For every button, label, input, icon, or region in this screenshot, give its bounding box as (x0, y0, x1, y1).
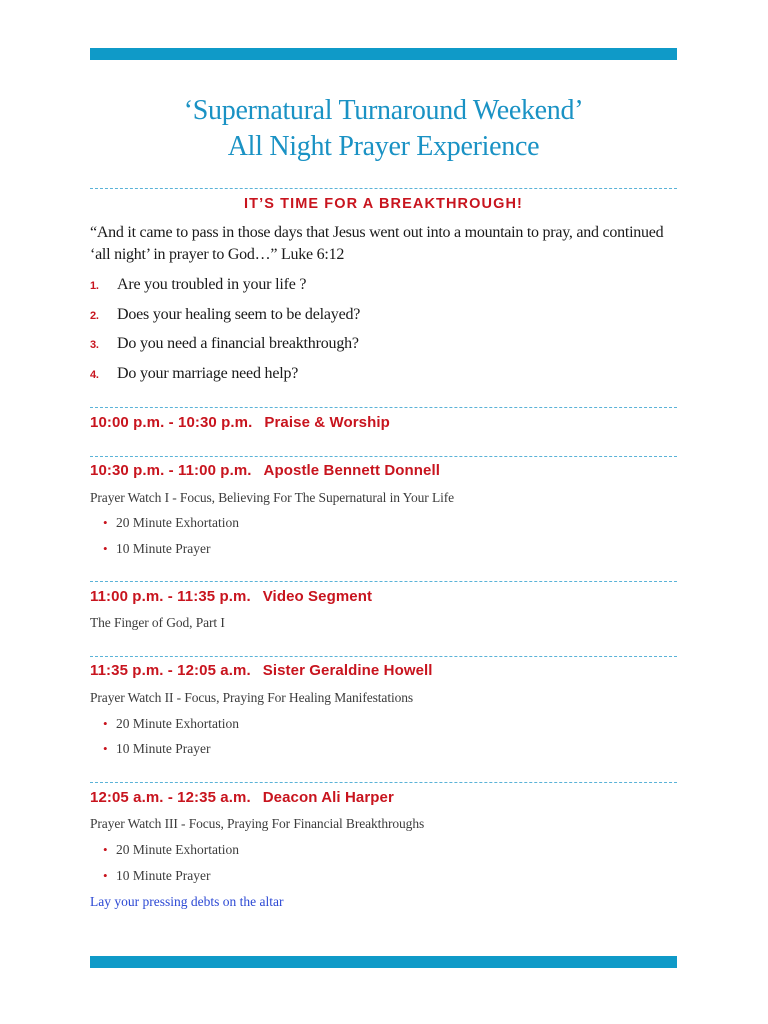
bullet-icon: • (103, 868, 108, 883)
divider (90, 456, 677, 457)
bullet-icon: • (103, 716, 108, 731)
top-accent-bar (90, 48, 677, 60)
bullet-icon: • (103, 842, 108, 857)
list-item: • 20 Minute Exhortation (103, 842, 239, 857)
list-item: • 10 Minute Prayer (103, 741, 211, 756)
question-item (90, 303, 677, 333)
question-list (90, 273, 677, 391)
divider (90, 581, 677, 582)
divider (90, 782, 677, 783)
divider (90, 188, 677, 189)
slot-description: Prayer Watch I - Focus, Believing For The Supernatural in Your Life (90, 490, 455, 505)
tagline: IT’S TIME FOR A BREAKTHROUGH! (244, 196, 523, 212)
question-text: Do you need a financial breakthrough? (117, 335, 359, 352)
divider (90, 656, 677, 657)
slot-time: 11:35 p.m. - 12:05 a.m. (90, 662, 251, 679)
bullet-icon: • (103, 741, 108, 756)
slot-title: Praise & Worship (264, 414, 390, 431)
schedule-slot-heading (90, 788, 677, 808)
list-item: • 20 Minute Exhortation (103, 716, 239, 731)
slot-time: 10:30 p.m. - 11:00 p.m. (90, 462, 252, 479)
page-title-line1: ‘Supernatural Turnaround Weekend’ (183, 95, 584, 126)
slot-description: Prayer Watch III - Focus, Praying For Financial Breakthroughs (90, 816, 425, 831)
page-title-line2: All Night Prayer Experience (227, 131, 540, 162)
schedule-slot-heading (90, 661, 677, 681)
slot-description: The Finger of God, Part I (90, 615, 225, 630)
bullet-icon: • (103, 541, 108, 556)
schedule-slot-heading (90, 587, 677, 607)
slot-time: 10:00 p.m. - 10:30 p.m. (90, 414, 253, 431)
divider (90, 407, 677, 408)
question-number: 3. (90, 339, 99, 351)
question-text: Does your healing seem to be delayed? (117, 305, 361, 323)
scripture-quote: “And it came to pass in those days that Jesus went out into a mountain to pray, and continued ‘all night’ in prayer to God…” Luke 6:12 (90, 224, 664, 263)
schedule-slot-heading (90, 461, 677, 481)
question-item (90, 332, 677, 362)
question-item (90, 362, 677, 392)
question-number: 2. (90, 309, 99, 322)
question-text: Are you troubled in your life ? (117, 276, 307, 293)
question-item (90, 273, 677, 303)
slot-time: 11:00 p.m. - 11:35 p.m. (90, 588, 251, 605)
question-number: 4. (90, 368, 99, 381)
list-item: • 20 Minute Exhortation (103, 515, 239, 530)
question-number: 1. (90, 280, 99, 292)
slot-title: Deacon Ali Harper (262, 789, 394, 806)
slot-time: 12:05 a.m. - 12:35 a.m. (90, 789, 251, 806)
slot-title: Apostle Bennett Donnell (263, 462, 441, 479)
bottom-accent-bar (90, 956, 677, 968)
question-text: Do your marriage need help? (117, 364, 299, 382)
bullet-icon: • (103, 515, 108, 530)
slot-title: Video Segment (262, 588, 373, 605)
list-item: • 10 Minute Prayer (103, 868, 211, 883)
slot-description: Prayer Watch II - Focus, Praying For Healing Manifestations (90, 690, 414, 705)
slot-title: Sister Geraldine Howell (262, 662, 433, 679)
altar-note: Lay your pressing debts on the altar (90, 894, 284, 909)
schedule-slot-heading (90, 413, 677, 433)
list-item: • 10 Minute Prayer (103, 541, 211, 556)
